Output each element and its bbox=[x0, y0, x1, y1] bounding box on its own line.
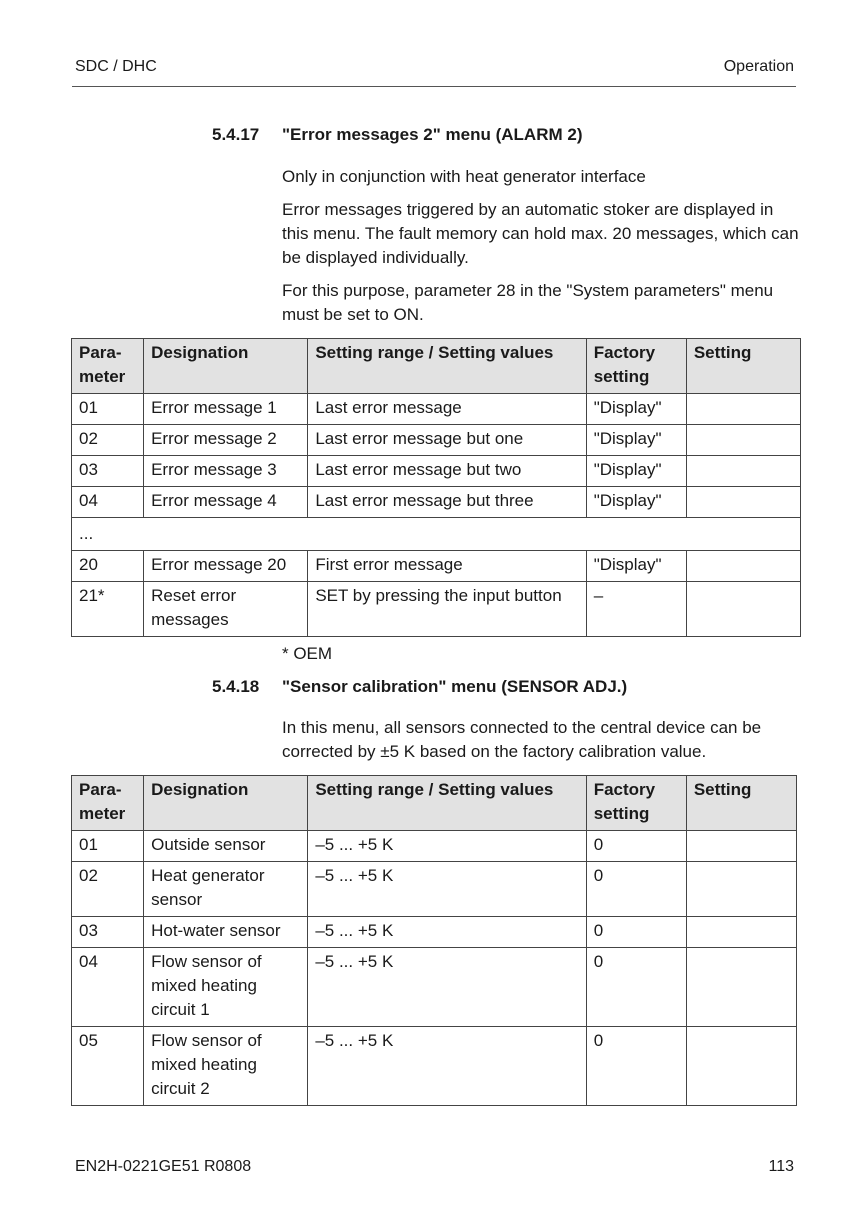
table-cell: 03 bbox=[72, 456, 144, 487]
table-cell bbox=[686, 425, 800, 456]
header-right: Operation bbox=[723, 58, 794, 75]
table-cell bbox=[686, 948, 796, 1027]
table-cell: Outside sensor bbox=[144, 831, 308, 862]
table-cell: 01 bbox=[72, 831, 144, 862]
table-cell bbox=[686, 394, 800, 425]
section-title: "Sensor calibration" menu (SENSOR ADJ.) bbox=[282, 677, 628, 696]
table-row bbox=[72, 948, 797, 1027]
section-number: 5.4.18 bbox=[212, 677, 260, 696]
table-cell: Hot-water sensor bbox=[144, 917, 308, 948]
table-row bbox=[72, 917, 797, 948]
table-cell: 02 bbox=[72, 862, 144, 917]
column-header: Designation bbox=[144, 339, 308, 394]
table-cell: Flow sensor of mixed heating circuit 2 bbox=[144, 1027, 308, 1106]
table-cell: "Display" bbox=[586, 425, 686, 456]
sensor-calibration-table bbox=[71, 775, 797, 1106]
table-cell: 04 bbox=[72, 487, 144, 518]
table-cell: "Display" bbox=[586, 551, 686, 582]
error-messages-table bbox=[71, 338, 801, 637]
paragraph: In this menu, all sensors connected to the central device can be corrected by ±5 K based on the factory calibration value. bbox=[282, 718, 762, 761]
column-header: Para- meter bbox=[72, 776, 144, 831]
section-number: 5.4.17 bbox=[212, 125, 260, 144]
table-row bbox=[72, 425, 801, 456]
table-cell: –5 ... +5 K bbox=[308, 917, 586, 948]
table-cell bbox=[686, 831, 796, 862]
column-header: Para- meter bbox=[72, 339, 144, 394]
paragraph: Only in conjunction with heat generator interface bbox=[282, 167, 646, 186]
table-row bbox=[72, 551, 801, 582]
table-row bbox=[72, 582, 801, 637]
table-cell: –5 ... +5 K bbox=[308, 948, 586, 1027]
table-cell: 0 bbox=[586, 862, 686, 917]
section-title: "Error messages 2" menu (ALARM 2) bbox=[282, 125, 583, 144]
table-cell: "Display" bbox=[586, 456, 686, 487]
column-header: Factory setting bbox=[586, 776, 686, 831]
table-header-row bbox=[72, 776, 797, 831]
table-header-row bbox=[72, 339, 801, 394]
table-cell: Error message 20 bbox=[144, 551, 308, 582]
table-cell: –5 ... +5 K bbox=[308, 831, 586, 862]
table-ellipsis-row bbox=[72, 518, 801, 551]
paragraph: For this purpose, parameter 28 in the "System parameters" menu must be set to ON. bbox=[282, 281, 774, 324]
column-header: Setting range / Setting values bbox=[308, 339, 586, 394]
header-left: SDC / DHC bbox=[75, 58, 157, 75]
table-cell: 0 bbox=[586, 831, 686, 862]
table-cell: Reset error messages bbox=[144, 582, 308, 637]
table-cell: Last error message but two bbox=[308, 456, 586, 487]
table-cell: Error message 1 bbox=[144, 394, 308, 425]
table-cell: 20 bbox=[72, 551, 144, 582]
header-rule bbox=[72, 86, 796, 87]
table-cell: 0 bbox=[586, 948, 686, 1027]
column-header: Factory setting bbox=[586, 339, 686, 394]
table-cell bbox=[686, 551, 800, 582]
table-cell: 02 bbox=[72, 425, 144, 456]
table-cell bbox=[686, 487, 800, 518]
footnote: * OEM bbox=[282, 644, 333, 663]
table-cell: 04 bbox=[72, 948, 144, 1027]
table-cell bbox=[686, 917, 796, 948]
table-cell: "Display" bbox=[586, 487, 686, 518]
table-cell bbox=[686, 862, 796, 917]
paragraph: Error messages triggered by an automatic stoker are displayed in this menu. The fault memory can hold max. 20 messages, which can be displayed individually. bbox=[282, 200, 799, 267]
table-cell: –5 ... +5 K bbox=[308, 862, 586, 917]
table-cell: ... bbox=[72, 518, 801, 551]
footer-document-id: EN2H-0221GE51 R0808 bbox=[75, 1158, 252, 1175]
table-cell bbox=[686, 582, 800, 637]
table-cell: Last error message bbox=[308, 394, 586, 425]
table-cell: – bbox=[586, 582, 686, 637]
column-header: Setting range / Setting values bbox=[308, 776, 586, 831]
table-row bbox=[72, 394, 801, 425]
table-cell: Flow sensor of mixed heating circuit 1 bbox=[144, 948, 308, 1027]
table-row bbox=[72, 487, 801, 518]
column-header: Setting bbox=[686, 339, 800, 394]
table-row bbox=[72, 831, 797, 862]
table-cell bbox=[686, 456, 800, 487]
table-cell: 21* bbox=[72, 582, 144, 637]
table-cell bbox=[686, 1027, 796, 1106]
table-cell: Error message 4 bbox=[144, 487, 308, 518]
table-cell: 01 bbox=[72, 394, 144, 425]
table-cell: Last error message but three bbox=[308, 487, 586, 518]
table-row bbox=[72, 862, 797, 917]
table-row bbox=[72, 456, 801, 487]
table-cell: "Display" bbox=[586, 394, 686, 425]
table-cell: Error message 2 bbox=[144, 425, 308, 456]
page-number: 113 bbox=[768, 1158, 794, 1175]
column-header: Setting bbox=[686, 776, 796, 831]
table-cell: SET by pressing the input button bbox=[308, 582, 586, 637]
table-row bbox=[72, 1027, 797, 1106]
table-cell: 05 bbox=[72, 1027, 144, 1106]
table-cell: 0 bbox=[586, 1027, 686, 1106]
table-cell: Last error message but one bbox=[308, 425, 586, 456]
table-cell: –5 ... +5 K bbox=[308, 1027, 586, 1106]
table-cell: Heat generator sensor bbox=[144, 862, 308, 917]
table-cell: First error message bbox=[308, 551, 586, 582]
table-cell: Error message 3 bbox=[144, 456, 308, 487]
table-cell: 0 bbox=[586, 917, 686, 948]
column-header: Designation bbox=[144, 776, 308, 831]
table-cell: 03 bbox=[72, 917, 144, 948]
